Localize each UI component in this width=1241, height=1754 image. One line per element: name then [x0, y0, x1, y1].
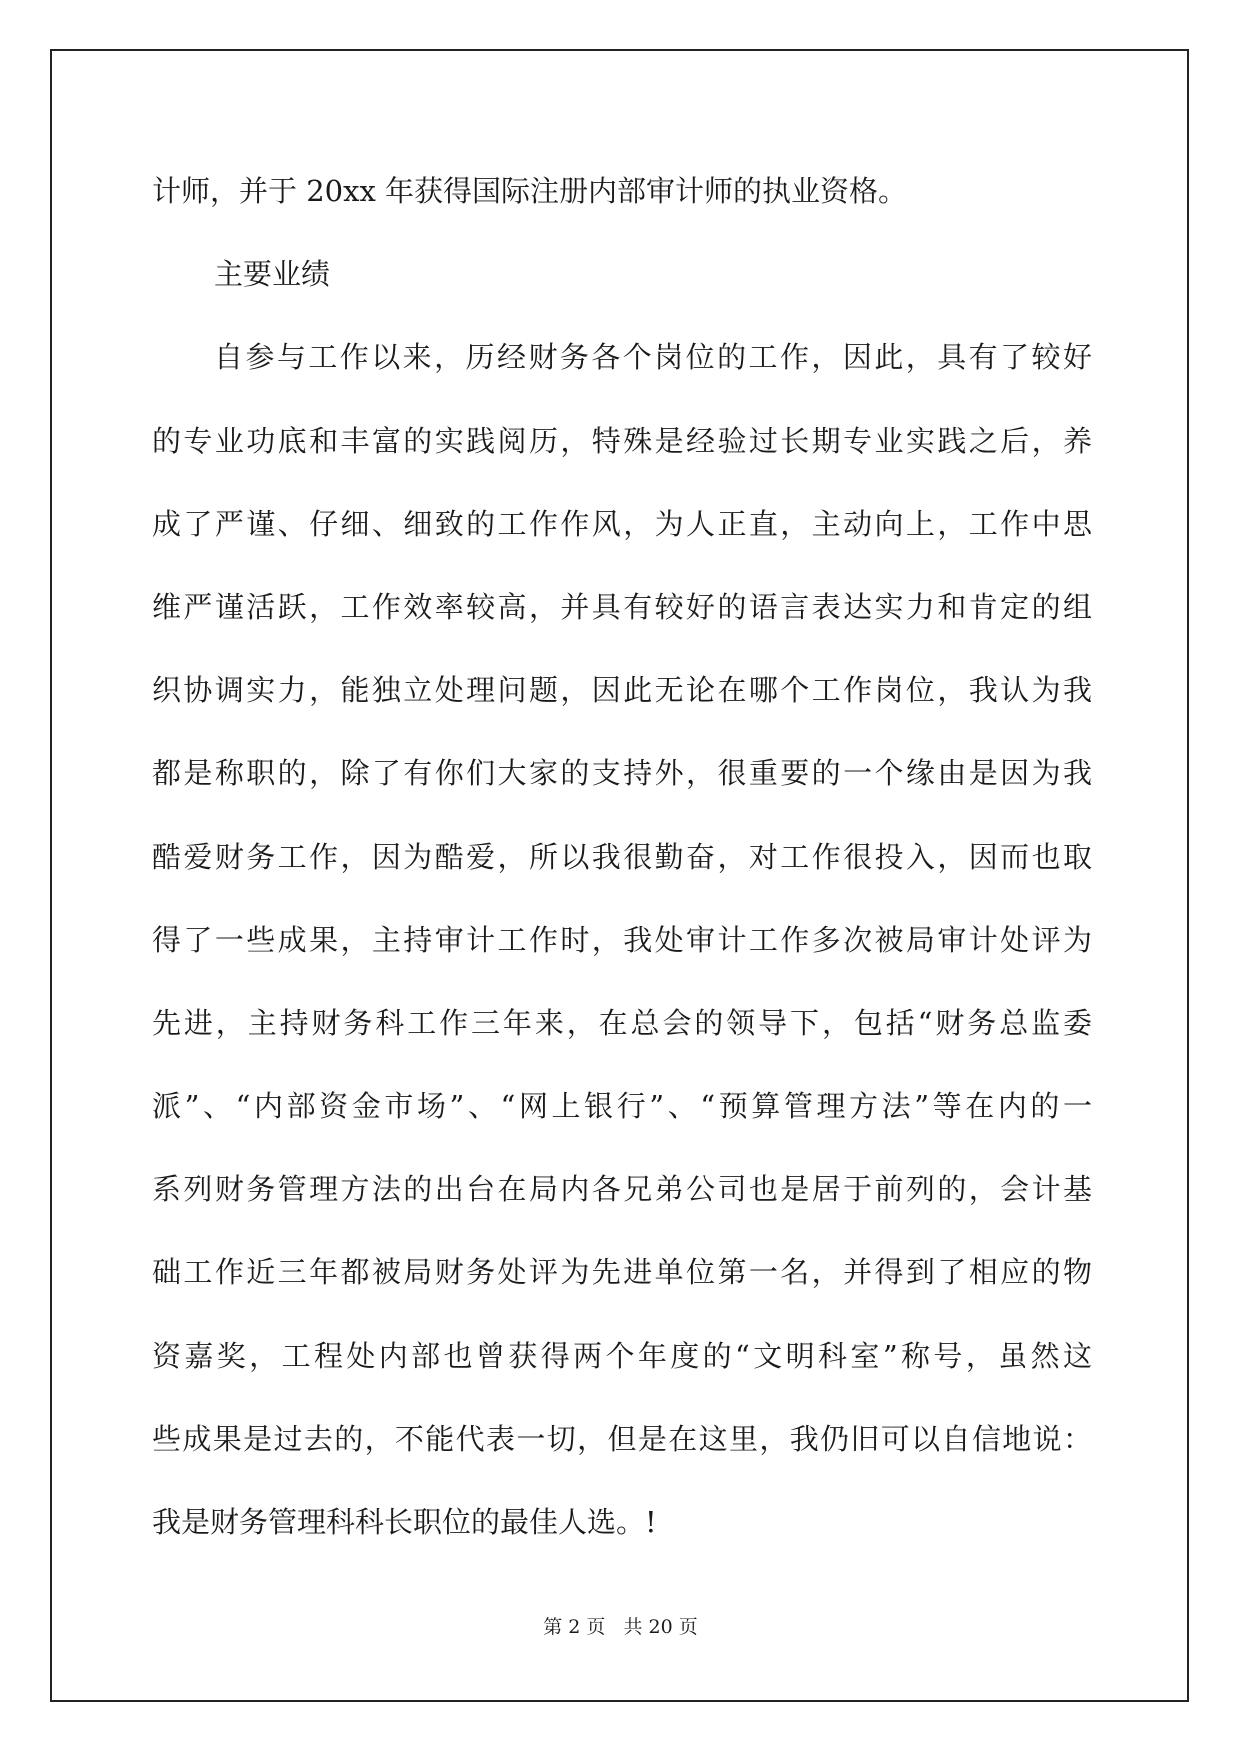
text-line: 成了严谨、仔细、细致的工作作风，为人正直，主动向上，工作中思 — [152, 506, 1092, 541]
section-heading: 主要业绩 — [214, 257, 331, 292]
text-line: 些成果是过去的，不能代表一切，但是在这里，我仍旧可以自信地说： — [152, 1421, 1092, 1456]
text-line: 都是称职的，除了有你们大家的支持外，很重要的一个缘由是因为我 — [152, 756, 1092, 791]
document-body — [152, 160, 1092, 1574]
text-line: 自参与工作以来，历经财务各个岗位的工作，因此，具有了较好 — [214, 340, 1092, 375]
text-line: 资嘉奖，工程处内部也曾获得两个年度的“文明科室”称号，虽然这 — [152, 1338, 1092, 1373]
text-line: 维严谨活跃，工作效率较高，并具有较好的语言表达实力和肯定的组 — [152, 589, 1092, 624]
text-line: 系列财务管理方法的出台在局内各兄弟公司也是居于前列的，会计基 — [152, 1172, 1092, 1207]
page-footer — [0, 1612, 1241, 1639]
text-line: 我是财务管理科科长职位的最佳人选。! — [152, 1505, 657, 1539]
text-line: 先进，主持财务科工作三年来，在总会的领导下，包括“财务总监委 — [152, 1005, 1092, 1040]
text-line: 酷爱财务工作，因为酷爱，所以我很勤奋，对工作很投入，因而也取 — [152, 839, 1092, 874]
text-line: 得了一些成果，主持审计工作时，我处审计工作多次被局审计处评为 — [152, 922, 1092, 957]
text-line: 的专业功底和丰富的实践阅历，特殊是经验过长期专业实践之后，养 — [152, 423, 1092, 458]
text-line: 派”、“内部资金市场”、“网上银行”、“预算管理方法”等在内的一 — [152, 1089, 1092, 1124]
text-line: 计师，并于 20xx 年获得国际注册内部审计师的执业资格。 — [152, 174, 908, 208]
text-line: 织协调实力，能独立处理问题，因此无论在哪个工作岗位，我认为我 — [152, 673, 1092, 708]
page-number-current: 第 2 页 — [543, 1616, 606, 1638]
text-line: 础工作近三年都被局财务处评为先进单位第一名，并得到了相应的物 — [152, 1255, 1092, 1290]
page-number-total: 共 20 页 — [623, 1616, 698, 1638]
